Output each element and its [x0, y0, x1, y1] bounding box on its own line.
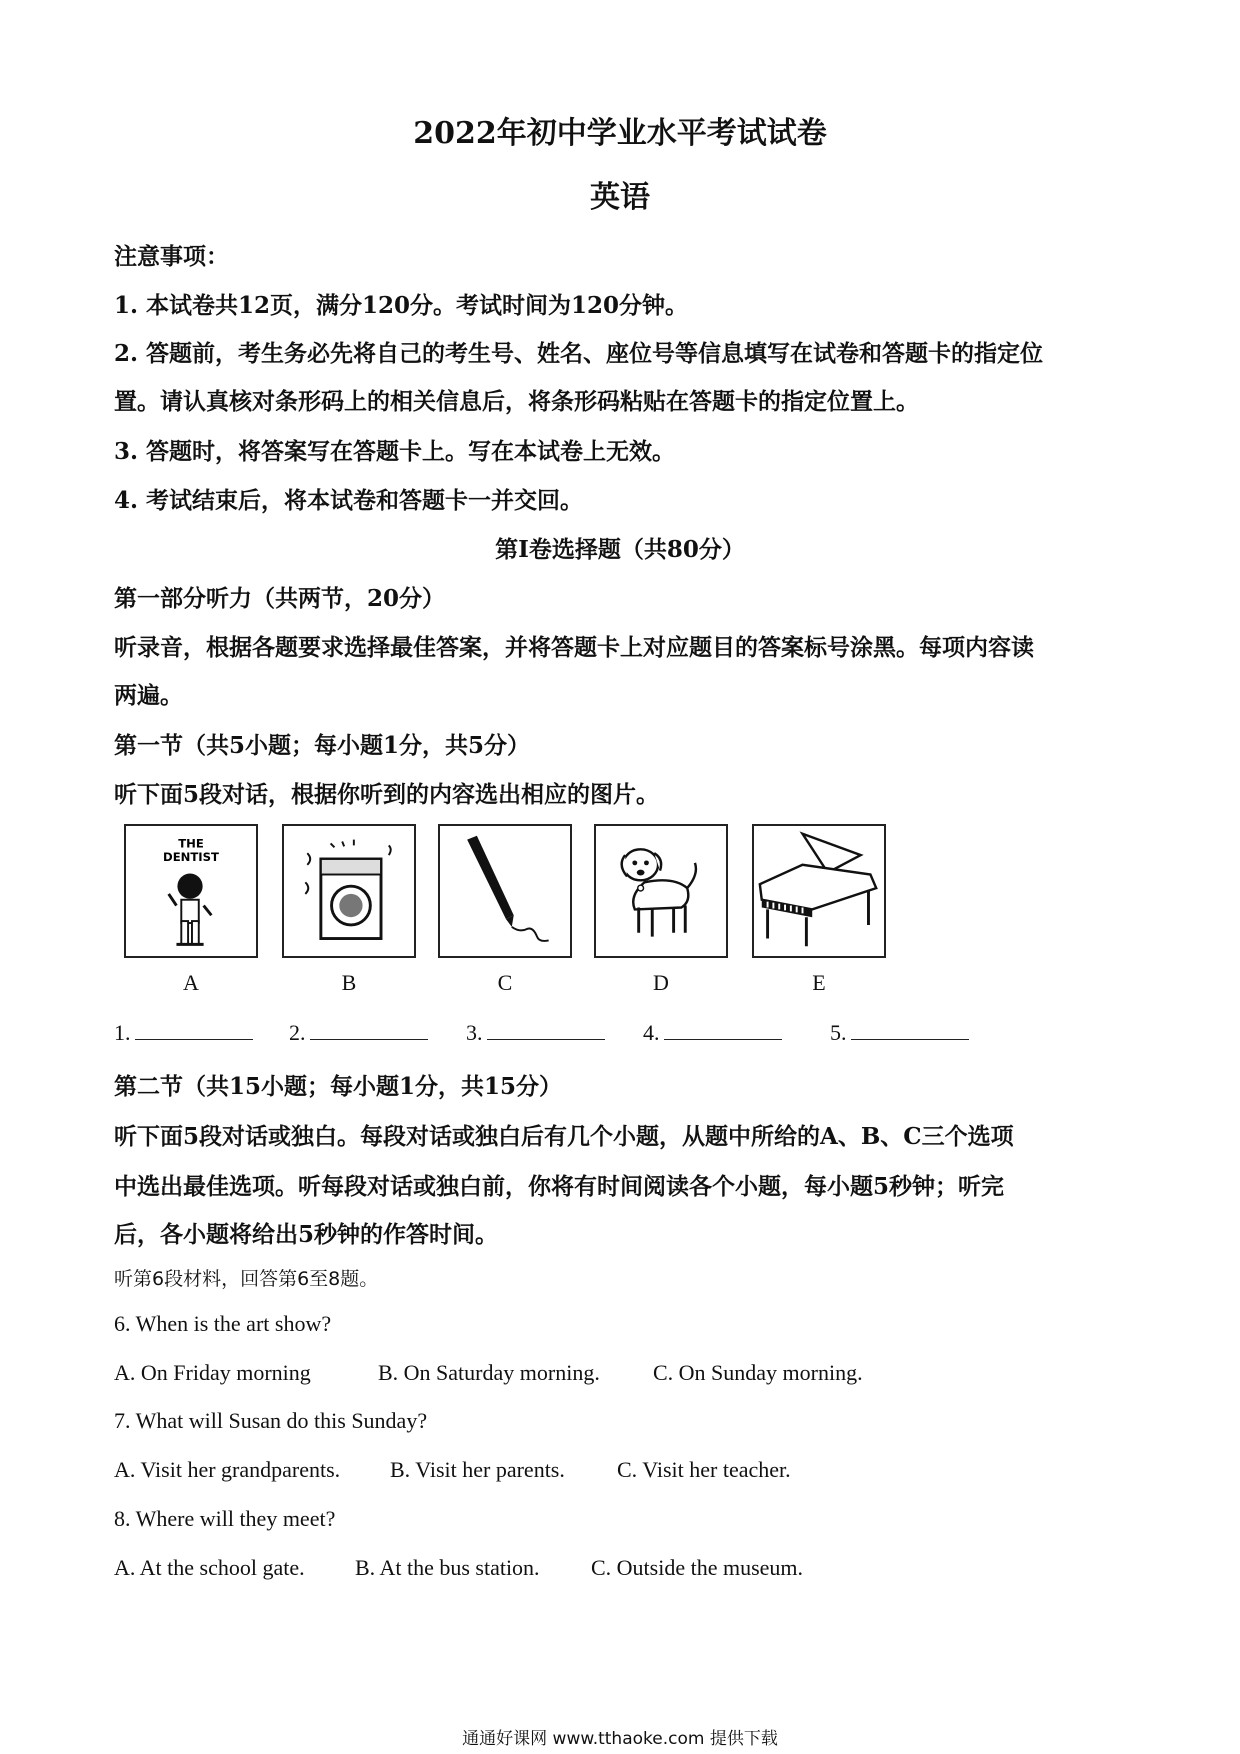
option-b[interactable]: B. On Saturday morning. — [378, 1360, 600, 1385]
section2-heading: 第二节（共15小题；每小题1分，共15分） — [114, 1073, 563, 1100]
picture-label: A — [183, 970, 199, 995]
picture-label: B — [341, 970, 357, 995]
picture-options — [124, 824, 904, 994]
washing-machine-icon — [282, 824, 416, 958]
section1-heading: 第一节（共5小题；每小题1分，共5分） — [114, 732, 531, 759]
section2-instruction: 中选出最佳选项。听每段对话或独白前，你将有时间阅读各个小题，每小题5秒钟；听完 — [114, 1173, 1005, 1200]
option-c[interactable]: C. Visit her teacher. — [617, 1457, 791, 1482]
pen-icon — [438, 824, 572, 958]
material-note: 听第6段材料，回答第6至8题。 — [114, 1268, 379, 1290]
section2-instruction: 后，各小题将给出5秒钟的作答时间。 — [114, 1221, 499, 1248]
option-b[interactable]: B. Visit her parents. — [390, 1457, 565, 1482]
picture-label: D — [653, 970, 669, 995]
question-stem: 6. When is the art show? — [114, 1311, 332, 1336]
section1-instruction: 听下面5段对话，根据你听到的内容选出相应的图片。 — [114, 781, 660, 808]
answer-blank[interactable]: 2. — [289, 1020, 428, 1046]
notice-item: 3. 答题时，将答案写在答题卡上。写在本试卷上无效。 — [114, 438, 676, 465]
answer-blank[interactable]: 4. — [643, 1020, 782, 1046]
subject-title: 英语 — [590, 180, 650, 215]
notice-item: 2. 答题前，考生务必先将自己的考生号、姓名、座位号等信息填写在试卷和答题卡的指定位 — [114, 340, 1044, 367]
part1-instruction: 听录音，根据各题要求选择最佳答案，并将答题卡上对应题目的答案标号涂黑。每项内容读 — [114, 634, 1034, 661]
question-stem: 8. Where will they meet? — [114, 1506, 336, 1531]
option-c[interactable]: C. Outside the museum. — [591, 1555, 804, 1580]
section2-instruction: 听下面5段对话或独白。每段对话或独白后有几个小题，从题中所给的A、B、C三个选项 — [114, 1123, 1014, 1150]
answer-blank[interactable]: 1. — [114, 1020, 253, 1046]
question-stem: 7. What will Susan do this Sunday? — [114, 1408, 428, 1433]
exam-title: 2022年初中学业水平考试试卷 — [413, 116, 827, 151]
notice-item: 4. 考试结束后，将本试卷和答题卡一并交回。 — [114, 487, 584, 514]
notice-item: 置。请认真核对条形码上的相关信息后，将条形码粘贴在答题卡的指定位置上。 — [114, 388, 919, 415]
dog-icon — [594, 824, 728, 958]
footer-text: 通通好课网 www.tthaoke.com 提供下载 — [462, 1729, 778, 1749]
option-a[interactable]: A. On Friday morning — [114, 1360, 311, 1385]
option-a[interactable]: A. At the school gate. — [114, 1555, 305, 1580]
piano-icon — [752, 824, 886, 958]
volume-heading: 第I卷选择题（共80分） — [495, 536, 745, 563]
answer-blank[interactable]: 5. — [830, 1020, 969, 1046]
option-a[interactable]: A. Visit her grandparents. — [114, 1457, 341, 1482]
option-c[interactable]: C. On Sunday morning. — [653, 1360, 863, 1385]
notice-heading: 注意事项： — [114, 243, 229, 270]
answer-blank[interactable]: 3. — [466, 1020, 605, 1046]
part1-heading: 第一部分听力（共两节，20分） — [114, 585, 446, 612]
dentist-caption-1: THE — [178, 836, 204, 851]
picture-label: C — [497, 970, 513, 995]
part1-instruction: 两遍。 — [114, 682, 183, 709]
option-b[interactable]: B. At the bus station. — [355, 1555, 540, 1580]
dentist-icon — [124, 824, 258, 958]
dentist-caption-2: DENTIST — [163, 849, 219, 864]
notice-item: 1. 本试卷共12页，满分120分。考试时间为120分钟。 — [114, 292, 689, 319]
picture-label: E — [812, 970, 826, 995]
